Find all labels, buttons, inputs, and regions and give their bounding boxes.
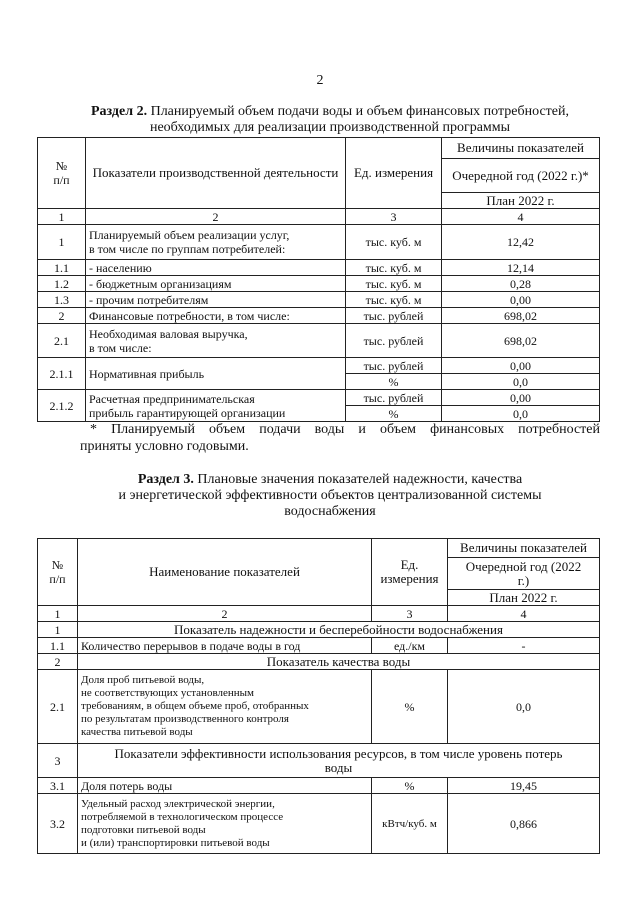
table-row [38, 292, 600, 308]
row-unit: тыс. рублей [346, 390, 442, 406]
header-plan: План 2022 г. [442, 193, 600, 209]
table-row [38, 390, 600, 406]
header-unit: Ед. измерения [372, 539, 448, 606]
row-value: 0,28 [442, 276, 600, 292]
header-next-year: Очередной год (2022 г.)* [442, 159, 600, 193]
row-value: 0,00 [442, 292, 600, 308]
header-indicator: Показатели производственной деятельности [86, 138, 346, 209]
row-unit: тыс. куб. м [346, 225, 442, 260]
row-num: 1.2 [38, 276, 86, 292]
section2-title-bold: Раздел 2. [91, 104, 148, 119]
footnote-line2: приняты условно годовыми. [80, 439, 249, 454]
group-title: Показатель надежности и бесперебойности водоснабжения [78, 622, 600, 638]
group-row [38, 654, 600, 670]
group-title: Показатель качества воды [78, 654, 600, 670]
col-number: 1 [38, 209, 86, 225]
row-value: 12,14 [442, 260, 600, 276]
row-unit: ед./км [372, 638, 448, 654]
group-row [38, 744, 600, 778]
table-row [38, 324, 600, 358]
row-name: Нормативная прибыль [86, 358, 346, 390]
section3-heading [60, 472, 600, 520]
row-value: 0,0 [448, 670, 600, 744]
footnote-line1: * Планируемый объем подачи воды и объем финансовых потребностей [90, 422, 600, 437]
row-name: - бюджетным организациям [86, 276, 346, 292]
row-name: Доля потерь воды [78, 778, 372, 794]
header-plan: План 2022 г. [448, 590, 600, 606]
table-row [38, 778, 600, 794]
row-num: 3.2 [38, 794, 78, 854]
row-name: Расчетная предпринимательская прибыль гарантирующей организации [86, 390, 346, 422]
row-num: 2.1 [38, 670, 78, 744]
row-num: 2.1.2 [38, 390, 86, 422]
section2-title-line1: Планируемый объем подачи воды и объем финансовых потребностей, [150, 104, 569, 119]
table-row [38, 670, 600, 744]
row-value: 0,00 [442, 390, 600, 406]
table-row [38, 260, 600, 276]
row-num: 2 [38, 308, 86, 324]
header-num: № п/п [38, 539, 78, 606]
row-unit: тыс. куб. м [346, 260, 442, 276]
row-unit: тыс. рублей [346, 324, 442, 358]
row-value: 0,866 [448, 794, 600, 854]
group-num: 2 [38, 654, 78, 670]
section3-title-line3: водоснабжения [284, 504, 376, 519]
row-num: 1.1 [38, 638, 78, 654]
section2-heading [60, 104, 600, 136]
row-value: 698,02 [442, 308, 600, 324]
table-row [38, 308, 600, 324]
section3-title-bold: Раздел 3. [137, 472, 194, 487]
row-unit: % [346, 374, 442, 390]
header-unit: Ед. измерения [346, 138, 442, 209]
row-name: - прочим потребителям [86, 292, 346, 308]
row-name: Финансовые потребности, в том числе: [86, 308, 346, 324]
row-num: 3.1 [38, 778, 78, 794]
header-indicator: Наименование показателей [78, 539, 372, 606]
col-number: 4 [448, 606, 600, 622]
section2-footnote [80, 421, 600, 438]
row-unit: % [372, 670, 448, 744]
row-num: 2.1.1 [38, 358, 86, 390]
group-num: 3 [38, 744, 78, 778]
row-value: 19,45 [448, 778, 600, 794]
group-row [38, 622, 600, 638]
row-value: 0,00 [442, 358, 600, 374]
col-number: 2 [86, 209, 346, 225]
table-row [38, 358, 600, 374]
table-row [38, 638, 600, 654]
page-number: 2 [316, 73, 324, 88]
row-value: 12,42 [442, 225, 600, 260]
group-title: Показатели эффективности использования ресурсов, в том числе уровень потерь воды [78, 744, 600, 778]
col-number: 3 [346, 209, 442, 225]
row-name: Доля проб питьевой воды, не соответствующих установленным требованиям, в общем объеме проб, отобранных по результатам производственного контроля качества питьевой воды [78, 670, 372, 744]
row-unit: % [346, 406, 442, 422]
section3-table [37, 538, 600, 854]
row-name: - населению [86, 260, 346, 276]
col-number: 1 [38, 606, 78, 622]
row-unit: % [372, 778, 448, 794]
header-values-group: Величины показателей [442, 138, 600, 159]
row-name: Необходимая валовая выручка, в том числе: [86, 324, 346, 358]
row-num: 1 [38, 225, 86, 260]
row-name: Количество перерывов в подаче воды в год [78, 638, 372, 654]
row-unit: тыс. рублей [346, 358, 442, 374]
col-number: 2 [78, 606, 372, 622]
row-value: - [448, 638, 600, 654]
header-num: № п/п [38, 138, 86, 209]
row-value: 0,0 [442, 406, 600, 422]
col-number: 3 [372, 606, 448, 622]
row-unit: тыс. куб. м [346, 276, 442, 292]
row-unit: тыс. куб. м [346, 292, 442, 308]
section3-title-line2: и энергетической эффективности объектов централизованной системы [118, 488, 542, 503]
table-row [38, 794, 600, 854]
row-unit: тыс. рублей [346, 308, 442, 324]
section2-title-line2: необходимых для реализации производственной программы [149, 120, 511, 135]
header-next-year: Очередной год (2022 г.) [448, 558, 600, 590]
table-row [38, 225, 600, 260]
row-num: 2.1 [38, 324, 86, 358]
row-num: 1.3 [38, 292, 86, 308]
header-values-group: Величины показателей [448, 539, 600, 558]
row-name: Планируемый объем реализации услуг, в том числе по группам потребителей: [86, 225, 346, 260]
col-number: 4 [442, 209, 600, 225]
row-name: Удельный расход электрической энергии, потребляемой в технологическом процессе подготовки питьевой воды и (или) транспортировки питьевой воды [78, 794, 372, 854]
section2-table [37, 137, 600, 422]
group-num: 1 [38, 622, 78, 638]
row-value: 0,0 [442, 374, 600, 390]
row-num: 1.1 [38, 260, 86, 276]
row-unit: кВтч/куб. м [372, 794, 448, 854]
row-value: 698,02 [442, 324, 600, 358]
section3-title-line1: Плановые значения показателей надежности, качества [197, 472, 523, 487]
table-row [38, 276, 600, 292]
